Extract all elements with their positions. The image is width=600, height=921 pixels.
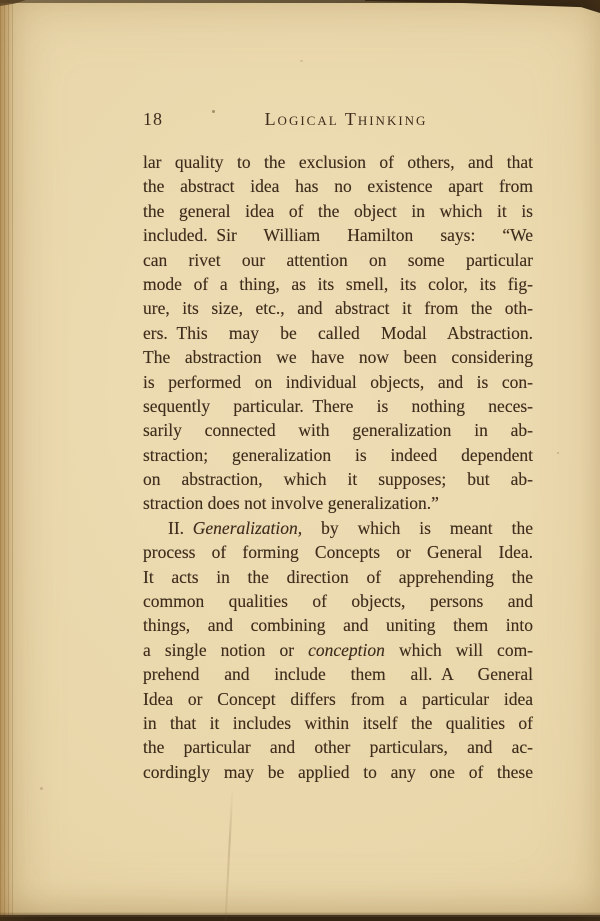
text-line: things, and combining and uniting them into <box>143 615 533 636</box>
text-line: a single notion or conception which will com- <box>143 639 534 660</box>
paper-crease <box>225 788 234 921</box>
text-line: II. Generalization, by which is meant the <box>168 517 533 538</box>
text-line: can rivet our attention on some particular <box>143 249 533 270</box>
text-line: common qualities of objects, persons and <box>143 591 533 612</box>
text-line: ers. This may be called Modal Abstraction. <box>143 322 533 343</box>
text-line: mode of a thing, as its smell, its color, its fig- <box>143 273 533 294</box>
text-line: is performed on individual objects, and is con- <box>143 371 533 392</box>
text-line: Idea or Concept differs from a particular idea <box>143 688 533 709</box>
page-binding-edge <box>0 0 13 921</box>
scan-bottom-edge <box>0 912 600 921</box>
text-line: in that it includes within itself the qualities of <box>143 712 533 733</box>
page-text <box>143 150 533 784</box>
text-line: the general idea of the object in which it is <box>143 200 533 221</box>
paper-speck <box>40 787 43 790</box>
scan-top-left-corner <box>0 0 26 6</box>
text-line: included. Sir William Hamilton says: “We <box>143 225 533 246</box>
text-line: The abstraction we have now been considering <box>143 347 533 368</box>
text-line: It acts in the direction of apprehending the <box>143 566 533 587</box>
text-line: process of forming Concepts or General Idea. <box>143 542 533 563</box>
running-title: Logical Thinking <box>264 109 428 129</box>
text-line: straction; generalization is indeed dependent <box>143 444 533 465</box>
text-line: cordingly may be applied to any one of these <box>143 761 533 782</box>
text-line: prehend and include them all. A General <box>143 664 533 685</box>
page-number: 18 <box>143 109 163 129</box>
text-line: lar quality to the exclusion of others, and that <box>143 152 533 172</box>
text-line: the particular and other particulars, and ac- <box>143 737 533 758</box>
text-line: ure, its size, etc., and abstract it from the oth- <box>143 298 533 319</box>
text-line: the abstract idea has no existence apart from <box>143 176 533 197</box>
paper-speck <box>300 60 303 62</box>
paper-speck <box>557 452 559 454</box>
text-line: sarily connected with generalization in ab- <box>143 420 533 441</box>
text-line: sequently particular. There is nothing neces- <box>143 395 533 416</box>
text-line: straction does not involve generalization.” <box>143 493 439 514</box>
page-header <box>143 109 533 135</box>
text-line: on abstraction, which it supposes; but ab- <box>143 469 533 490</box>
